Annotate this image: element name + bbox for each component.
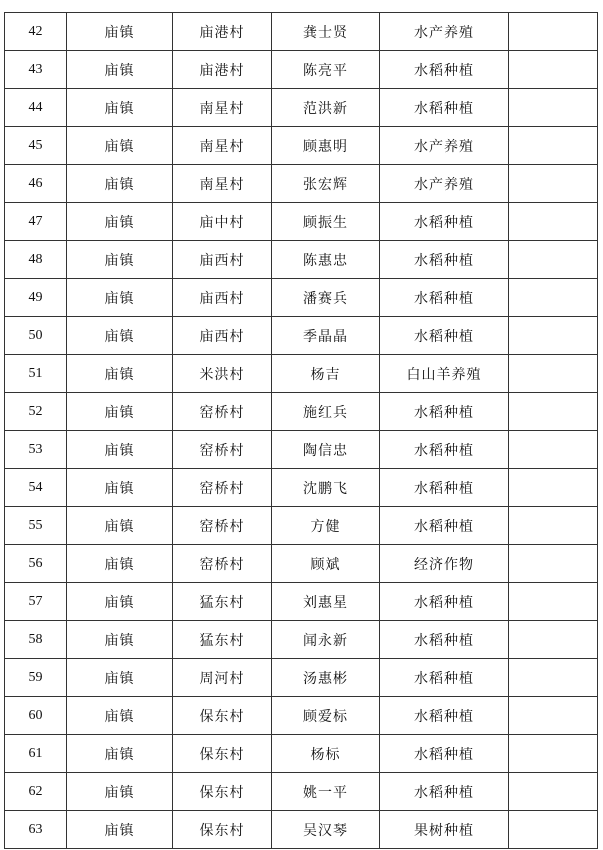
table-row [5, 127, 598, 165]
cell-village: 窑桥村 [173, 393, 272, 431]
cell-number: 44 [5, 89, 67, 127]
table-row [5, 507, 598, 545]
cell-name: 姚一平 [272, 773, 380, 811]
cell-industry: 水稻种植 [380, 203, 509, 241]
cell-number: 59 [5, 659, 67, 697]
table-row [5, 697, 598, 735]
cell-number: 57 [5, 583, 67, 621]
cell-number: 62 [5, 773, 67, 811]
cell-note [509, 203, 598, 241]
cell-name: 吴汉琴 [272, 811, 380, 849]
cell-industry: 水产养殖 [380, 127, 509, 165]
cell-note [509, 393, 598, 431]
cell-town: 庙镇 [67, 431, 173, 469]
cell-town: 庙镇 [67, 773, 173, 811]
cell-village: 庙港村 [173, 13, 272, 51]
table-row [5, 165, 598, 203]
cell-town: 庙镇 [67, 469, 173, 507]
table-row [5, 773, 598, 811]
cell-number: 54 [5, 469, 67, 507]
cell-town: 庙镇 [67, 317, 173, 355]
cell-village: 保东村 [173, 811, 272, 849]
cell-number: 43 [5, 51, 67, 89]
cell-number: 53 [5, 431, 67, 469]
cell-note [509, 735, 598, 773]
cell-name: 潘赛兵 [272, 279, 380, 317]
cell-village: 米洪村 [173, 355, 272, 393]
cell-number: 47 [5, 203, 67, 241]
roster-table-body [5, 13, 598, 849]
cell-industry: 水稻种植 [380, 51, 509, 89]
cell-name: 顾惠明 [272, 127, 380, 165]
cell-name: 闻永新 [272, 621, 380, 659]
cell-number: 46 [5, 165, 67, 203]
cell-town: 庙镇 [67, 735, 173, 773]
table-row [5, 355, 598, 393]
table-row [5, 811, 598, 849]
cell-village: 南星村 [173, 89, 272, 127]
cell-note [509, 583, 598, 621]
cell-village: 猛东村 [173, 583, 272, 621]
cell-industry: 果树种植 [380, 811, 509, 849]
cell-industry: 水产养殖 [380, 13, 509, 51]
cell-village: 庙中村 [173, 203, 272, 241]
table-row [5, 89, 598, 127]
cell-number: 42 [5, 13, 67, 51]
cell-industry: 白山羊养殖 [380, 355, 509, 393]
cell-town: 庙镇 [67, 13, 173, 51]
cell-number: 58 [5, 621, 67, 659]
cell-village: 猛东村 [173, 621, 272, 659]
table-row [5, 659, 598, 697]
cell-name: 陶信忠 [272, 431, 380, 469]
cell-note [509, 811, 598, 849]
table-row [5, 279, 598, 317]
cell-industry: 水稻种植 [380, 659, 509, 697]
cell-note [509, 697, 598, 735]
cell-name: 范洪新 [272, 89, 380, 127]
cell-industry: 水稻种植 [380, 735, 509, 773]
cell-village: 南星村 [173, 165, 272, 203]
cell-number: 45 [5, 127, 67, 165]
cell-town: 庙镇 [67, 811, 173, 849]
cell-town: 庙镇 [67, 659, 173, 697]
cell-town: 庙镇 [67, 165, 173, 203]
cell-industry: 水稻种植 [380, 583, 509, 621]
cell-note [509, 621, 598, 659]
cell-note [509, 355, 598, 393]
cell-industry: 水稻种植 [380, 279, 509, 317]
table-row [5, 317, 598, 355]
cell-town: 庙镇 [67, 51, 173, 89]
cell-industry: 水稻种植 [380, 469, 509, 507]
cell-industry: 水稻种植 [380, 241, 509, 279]
cell-note [509, 773, 598, 811]
cell-village: 窑桥村 [173, 469, 272, 507]
cell-note [509, 89, 598, 127]
cell-name: 汤惠彬 [272, 659, 380, 697]
cell-village: 窑桥村 [173, 431, 272, 469]
cell-note [509, 127, 598, 165]
cell-town: 庙镇 [67, 89, 173, 127]
cell-industry: 水稻种植 [380, 507, 509, 545]
cell-industry: 水产养殖 [380, 165, 509, 203]
cell-number: 52 [5, 393, 67, 431]
cell-village: 保东村 [173, 735, 272, 773]
cell-number: 51 [5, 355, 67, 393]
cell-name: 刘惠星 [272, 583, 380, 621]
table-row [5, 13, 598, 51]
cell-town: 庙镇 [67, 279, 173, 317]
cell-town: 庙镇 [67, 583, 173, 621]
cell-name: 龚士贤 [272, 13, 380, 51]
cell-number: 50 [5, 317, 67, 355]
table-row [5, 735, 598, 773]
cell-name: 沈鹏飞 [272, 469, 380, 507]
cell-town: 庙镇 [67, 393, 173, 431]
cell-note [509, 13, 598, 51]
cell-town: 庙镇 [67, 241, 173, 279]
cell-town: 庙镇 [67, 621, 173, 659]
cell-note [509, 51, 598, 89]
cell-industry: 水稻种植 [380, 89, 509, 127]
cell-note [509, 165, 598, 203]
table-row [5, 545, 598, 583]
cell-number: 60 [5, 697, 67, 735]
cell-note [509, 659, 598, 697]
cell-name: 顾振生 [272, 203, 380, 241]
cell-village: 保东村 [173, 773, 272, 811]
cell-village: 庙西村 [173, 241, 272, 279]
table-row [5, 393, 598, 431]
roster-table [4, 12, 598, 849]
cell-note [509, 469, 598, 507]
cell-village: 保东村 [173, 697, 272, 735]
cell-note [509, 317, 598, 355]
cell-village: 窑桥村 [173, 545, 272, 583]
cell-name: 季晶晶 [272, 317, 380, 355]
cell-name: 施红兵 [272, 393, 380, 431]
cell-name: 陈惠忠 [272, 241, 380, 279]
cell-industry: 水稻种植 [380, 393, 509, 431]
cell-number: 61 [5, 735, 67, 773]
cell-industry: 水稻种植 [380, 317, 509, 355]
cell-name: 方健 [272, 507, 380, 545]
cell-number: 56 [5, 545, 67, 583]
cell-town: 庙镇 [67, 203, 173, 241]
cell-village: 庙西村 [173, 279, 272, 317]
cell-industry: 水稻种植 [380, 697, 509, 735]
cell-note [509, 431, 598, 469]
cell-industry: 水稻种植 [380, 621, 509, 659]
table-row [5, 431, 598, 469]
cell-note [509, 279, 598, 317]
cell-industry: 水稻种植 [380, 773, 509, 811]
cell-village: 周河村 [173, 659, 272, 697]
cell-note [509, 241, 598, 279]
cell-name: 杨标 [272, 735, 380, 773]
cell-town: 庙镇 [67, 507, 173, 545]
cell-name: 陈亮平 [272, 51, 380, 89]
table-row [5, 241, 598, 279]
cell-note [509, 545, 598, 583]
cell-village: 庙西村 [173, 317, 272, 355]
table-row [5, 469, 598, 507]
cell-town: 庙镇 [67, 127, 173, 165]
cell-number: 48 [5, 241, 67, 279]
cell-name: 张宏辉 [272, 165, 380, 203]
cell-name: 顾斌 [272, 545, 380, 583]
table-row [5, 203, 598, 241]
cell-number: 63 [5, 811, 67, 849]
cell-town: 庙镇 [67, 697, 173, 735]
table-row [5, 621, 598, 659]
cell-town: 庙镇 [67, 355, 173, 393]
table-row [5, 583, 598, 621]
cell-name: 顾爱标 [272, 697, 380, 735]
cell-note [509, 507, 598, 545]
cell-industry: 经济作物 [380, 545, 509, 583]
cell-village: 窑桥村 [173, 507, 272, 545]
cell-village: 南星村 [173, 127, 272, 165]
cell-town: 庙镇 [67, 545, 173, 583]
cell-number: 49 [5, 279, 67, 317]
table-row [5, 51, 598, 89]
cell-name: 杨吉 [272, 355, 380, 393]
cell-number: 55 [5, 507, 67, 545]
cell-industry: 水稻种植 [380, 431, 509, 469]
cell-village: 庙港村 [173, 51, 272, 89]
